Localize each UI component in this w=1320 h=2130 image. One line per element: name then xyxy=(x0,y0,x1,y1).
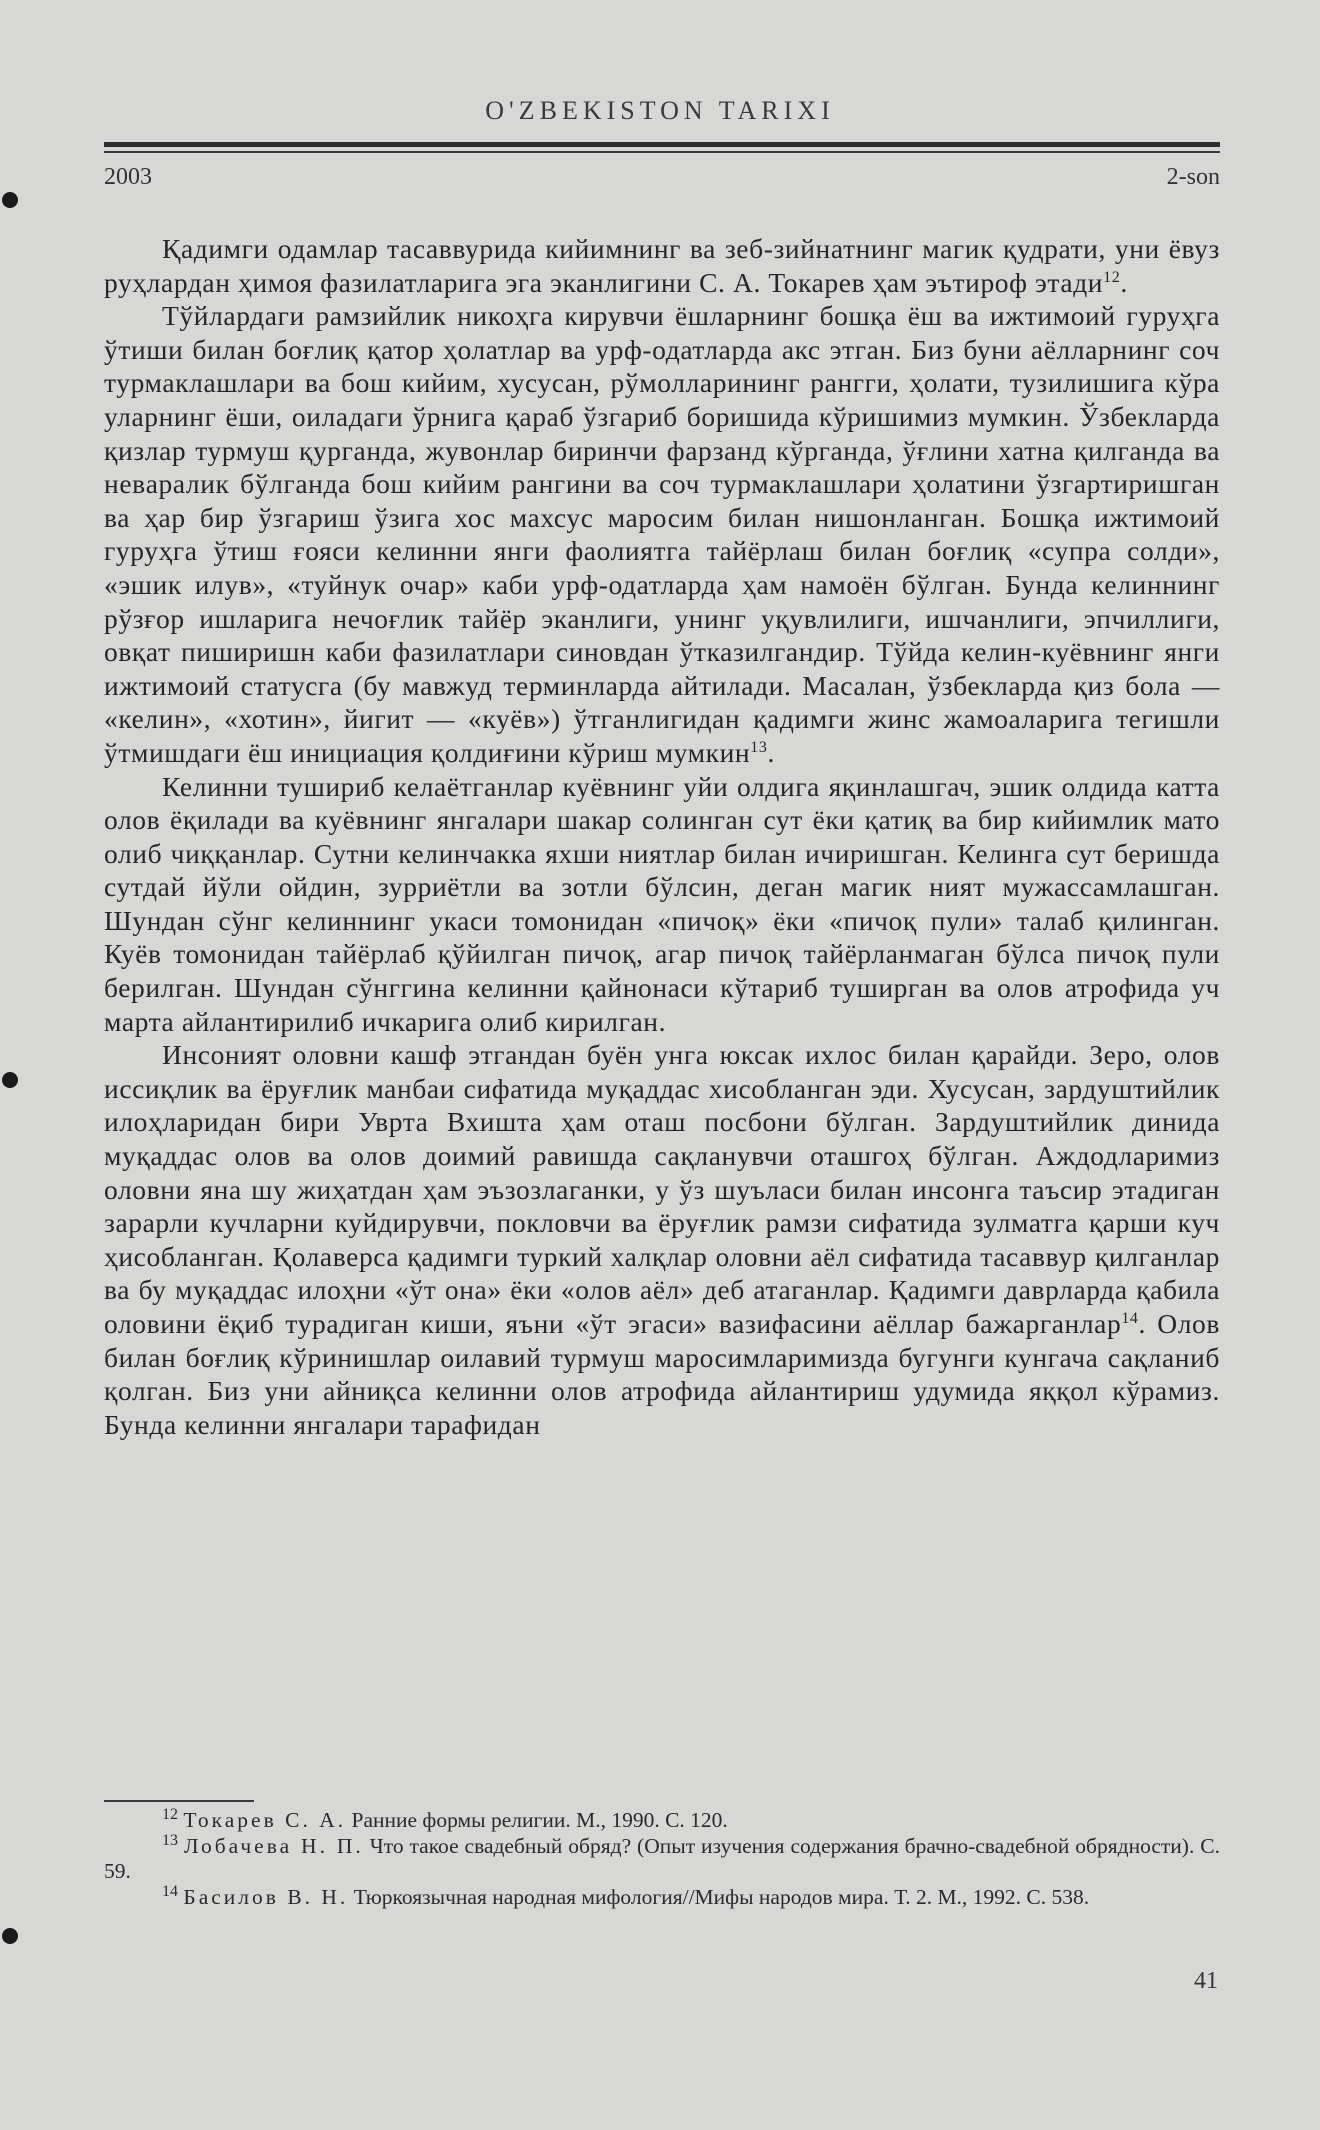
footnote: $^{14}$ Басилов В. Н. Тюркоязычная народная мифология//Мифы народов мира. Т. 2. М., 1992. С. 538. xyxy=(162,1882,1090,1909)
punch-hole xyxy=(2,1928,18,1944)
punch-hole xyxy=(2,1072,18,1088)
footnote-ref: 13 xyxy=(750,738,768,756)
paragraph: Инсоният оловни кашф этгандан буён унга юксак ихлос билан қарайди. Зеро, олов иссиқлик ва ёруғлик манбаи сифатида муқаддас хисобланган эди. Хусусан, зардуштийлик илоҳларидан бири Уврта Вхишта ҳам оташ посбони бўлган. Зардуштийлик динида муқаддас олов ва олов доимий равишда сақланувчи оташгоҳ бўлган. Аждодларимиз оловни яна шу жиҳатдан ҳам эъзозлаганки, у ўз шуъласи билан инсонга таъсир этадиган зарарли кучларни куйдирувчи, поклoвчи ва ёруғлик рамзи сифатида зулматга қарши куч ҳисобланган. Қолаверса қадимги туркий халқлар оловни аёл сифатида тасаввур қилганлар ва бу муқаддас илоҳни «ўт она» ёки «олов аёл» деб атаганлар. Қадимги даврларда қабила оловини ёқиб турадиган киши, яъни «ўт эгаси» вазифасини аёллар бажарганлар$^{14}$. Олов билан боғлиқ кўринишлар оилавий турмуш маросимларимизда бугунги кунгача сақланиб қолган. Биз уни айниқса келинни олов атрофида айлантириш удумида яққол кўрамиз. Бунда келинни янгалари тарафидан xyxy=(104,1039,1220,1440)
paragraph: Тўйлардаги рамзийлик никоҳга кирувчи ёшларнинг бошқа ёш ва ижтимоий гуруҳга ўтиши билан боғлиқ қатор ҳолатлар ва урф-одатларда акс этган. Биз буни аёлларнинг соч турмаклашлари ва бош кийим, хусусан, рўмолларининг рангги, ҳолати, тузилишига кўра уларнинг ёши, оиладаги ўрнига қараб ўзгариб боришида кўришимиз мумкин. Ўзбекларда қизлар турмуш қурганда, жувонлар биринчи фарзанд кўрганда, ўғлини хатна қилганда ва невaралик бўлганда бош кийим рангини ва соч турмаклашлари ҳолатини ўзгартиришган ва ҳар бир ўзгариш ўзига хос махсус маросим билан нишонланган. Бошқа ижтимоий гуруҳга ўтиш ғояси келинни янги фаолиятга тайёрлаш билан боғлиқ «супра солди», «эшик илув», «туйнук очар» каби урф-одатларда ҳам намоён бўлган. Бунда келиннинг рўзғор ишларига нечоғлик тайёр эканлиги, унинг уқувлилиги, ишчанлиги, эпчиллиги, овқат пиширишн каби фазилатлари синовдан ўтказилгандир. Тўйда келин-куёвнинг янги ижтимоий статусга (бу мавжуд терминларда айтилади. Масалан, ўзбекларда қиз бола — «келин», «хотин», йигит — «куёв») ўтганлигидан қадимги жинс жамоаларига тегишли ўтмишдаги ёш инициация қолдиғини кўриш мумкин$^{13}$. xyxy=(104,300,1220,768)
paragraph: Қадимги одамлар тасаввурида кийимнинг ва зеб-зийнатнинг магик қудрати, уни ёвуз руҳлардан ҳимоя фазилатларига эга эканлигини С. А. Токарев ҳам эътироф этади$^{12}$. xyxy=(104,233,1220,298)
article-body xyxy=(104,232,1220,1441)
header-rule-thin xyxy=(104,151,1220,153)
footnote-ref: 14 xyxy=(1121,1309,1139,1327)
footnote: $^{13}$ Лобачева Н. П. Что такое свадебный обряд? (Опыт изучения содержания брачно-свадебной обрядности). С. 59. xyxy=(104,1831,1220,1883)
page-number: 41 xyxy=(1194,1968,1218,1994)
footnote: $^{12}$ Токарев С. А. Ранние формы религии. М., 1990. С. 120. xyxy=(162,1805,728,1832)
footnote-rule xyxy=(104,1800,254,1802)
header-year: 2003 xyxy=(104,164,152,190)
header-rule-thick xyxy=(104,142,1220,147)
header-issue: 2-son xyxy=(1166,164,1220,190)
paragraph: Келинни тушириб келаётганлар куёвнинг уйи олдига яқинлашгач, эшик олдида катта олов ёқилади ва куёвнинг янгалари шакар солинган сут ёки қатиқ ва бир кийимлик мато олиб чиққанлар. Сутни келинчакка яхши ниятлар билан ичиришган. Келинга сут беришда сутдай йўли ойдин, зурриётли ва зотли бўлсин, деган магик ният мужассамлашган. Шундан сўнг келиннинг укаси томонидан «пичоқ» ёки «пичоқ пули» талаб қилинган. Куёв томонидан тайёрлаб қўйилган пичоқ, агар пичоқ тайёрланмаган бўлса пичоқ пули берилган. Шундан сўнггина келинни қайнонаси кўтариб туширган ва олов атрофида уч марта айлантирилиб ичкарига олиб кирилган. xyxy=(104,770,1220,1037)
punch-hole xyxy=(2,192,18,208)
footnotes xyxy=(104,1805,1220,1910)
journal-title: O'ZBEKISTON TARIXI xyxy=(485,96,835,125)
footnote-ref: 12 xyxy=(1103,268,1121,286)
